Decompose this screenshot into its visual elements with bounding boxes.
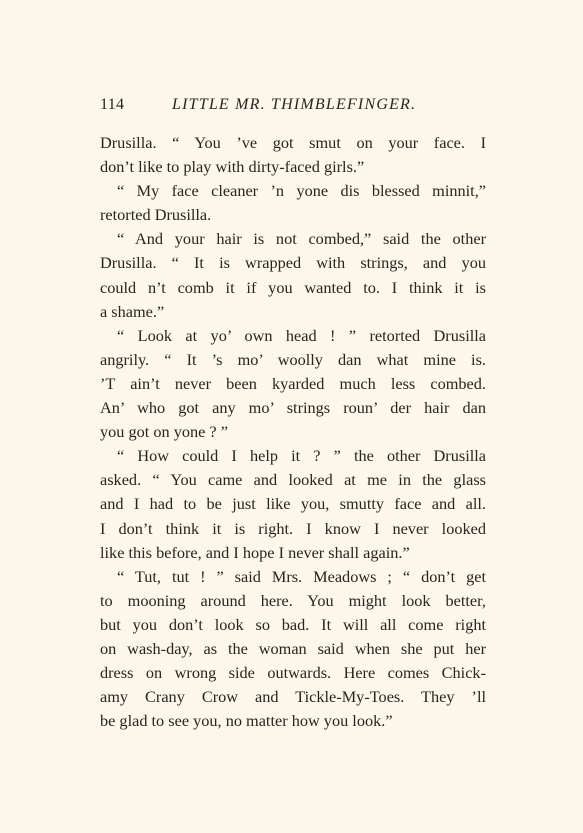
text-line: on wash-day, as the woman said when she put her — [100, 638, 486, 658]
text-line: dress on wrong side outwards. Here comes Chick- — [100, 663, 486, 683]
text-line: Drusilla. “ It is wrapped with strings, and you — [100, 253, 486, 273]
page-number: 114 — [100, 96, 125, 113]
text-line: be glad to see you, no matter how you look.” — [100, 711, 393, 731]
text-line: “ My face cleaner ’n yone dis blessed minnit,” — [117, 181, 486, 201]
text-line: like this before, and I hope I never shall again.” — [100, 542, 410, 562]
text-line: asked. “ You came and looked at me in the glass — [100, 470, 486, 490]
text-line: An’ who got any mo’ strings roun’ der hair dan — [100, 398, 486, 418]
text-line: don’t like to play with dirty-faced girls.” — [100, 157, 365, 177]
text-line: but you don’t look so bad. It will all come right — [100, 614, 486, 634]
text-line: could n’t comb it if you wanted to. I think it is — [100, 277, 486, 297]
text-line: “ Tut, tut ! ” said Mrs. Meadows ; “ don’t get — [117, 566, 486, 586]
text-line: “ Look at yo’ own head ! ” retorted Drusilla — [117, 325, 486, 345]
text-line: ’T ain’t never been kyarded much less combed. — [100, 373, 486, 393]
text-line: I don’t think it is right. I know I never looked — [100, 518, 486, 538]
text-line: and I had to be just like you, smutty face and all. — [100, 494, 486, 514]
text-line: you got on yone ? ” — [100, 422, 228, 442]
text-line: angrily. “ It ’s mo’ woolly dan what mine is. — [100, 349, 486, 369]
running-title: LITTLE MR. THIMBLEFINGER. — [172, 96, 417, 113]
page-header — [100, 96, 490, 118]
text-line: retorted Drusilla. — [100, 205, 212, 225]
text-line: to mooning around here. You might look better, — [100, 590, 486, 610]
text-line: a shame.” — [100, 301, 165, 321]
text-line: “ And your hair is not combed,” said the other — [117, 229, 486, 249]
text-line: Drusilla. “ You ’ve got smut on your face. I — [100, 133, 486, 152]
text-line: amy Crany Crow and Tickle-My-Toes. They ’ll — [100, 687, 486, 707]
text-line: “ How could I help it ? ” the other Drusilla — [117, 446, 486, 466]
body-text — [100, 131, 486, 733]
